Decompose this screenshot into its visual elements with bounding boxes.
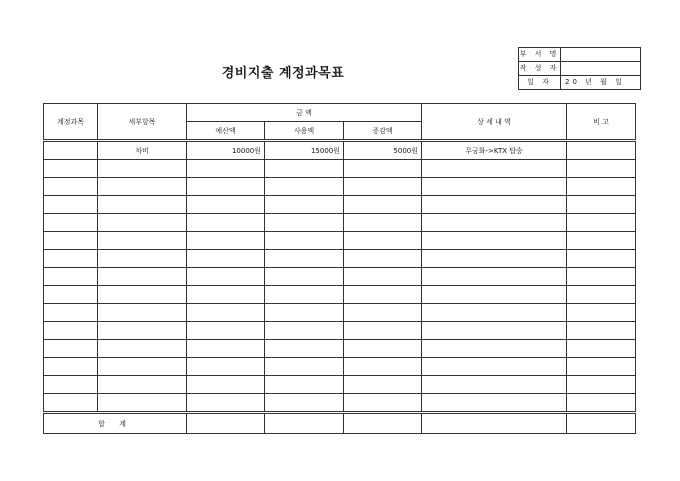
cell-item[interactable] [98, 340, 187, 358]
header-row-1 [44, 104, 636, 122]
cell-details[interactable] [422, 160, 567, 178]
cell-remarks[interactable] [567, 178, 636, 196]
cell-budget[interactable] [187, 340, 265, 358]
date-label: 일 자 [519, 76, 561, 90]
cell-account[interactable] [44, 160, 98, 178]
cell-account[interactable] [44, 394, 98, 413]
cell-details[interactable]: 무궁화->KTX 탑승 [422, 141, 567, 160]
cell-budget[interactable] [187, 214, 265, 232]
cell-diff[interactable] [344, 394, 422, 413]
cell-budget[interactable] [187, 268, 265, 286]
cell-remarks[interactable] [567, 214, 636, 232]
table-row [44, 268, 636, 286]
cell-remarks[interactable] [567, 394, 636, 413]
cell-used[interactable] [265, 178, 344, 196]
cell-used[interactable] [265, 322, 344, 340]
header-detail-item: 세부항목 [98, 104, 187, 141]
header-budget: 예산액 [187, 122, 265, 141]
cell-item[interactable] [98, 358, 187, 376]
header-diff: 증감액 [344, 122, 422, 141]
cell-diff[interactable] [344, 358, 422, 376]
cell-remarks[interactable] [567, 160, 636, 178]
cell-diff[interactable] [344, 268, 422, 286]
cell-remarks[interactable] [567, 322, 636, 340]
document-title: 경비지출 계정과목표 [221, 66, 345, 81]
cell-account[interactable] [44, 196, 98, 214]
table-row [44, 286, 636, 304]
cell-budget[interactable] [187, 322, 265, 340]
cell-item[interactable] [98, 232, 187, 250]
cell-remarks[interactable] [567, 250, 636, 268]
cell-used[interactable] [265, 394, 344, 413]
table-row [44, 358, 636, 376]
dept-value[interactable] [561, 48, 641, 62]
table-row [44, 141, 636, 160]
table-row [44, 232, 636, 250]
cell-details[interactable] [422, 376, 567, 394]
cell-remarks[interactable] [567, 358, 636, 376]
cell-account[interactable] [44, 268, 98, 286]
cell-diff[interactable] [344, 232, 422, 250]
header-amount: 금 액 [187, 104, 422, 122]
cell-used[interactable] [265, 160, 344, 178]
author-value[interactable] [561, 62, 641, 76]
dept-row [519, 48, 641, 62]
cell-used[interactable] [265, 214, 344, 232]
cell-budget[interactable] [187, 304, 265, 322]
cell-diff[interactable] [344, 322, 422, 340]
table-row [44, 214, 636, 232]
cell-diff[interactable] [344, 214, 422, 232]
cell-details[interactable] [422, 268, 567, 286]
cell-item[interactable] [98, 322, 187, 340]
table-row [44, 304, 636, 322]
cell-account[interactable] [44, 322, 98, 340]
header-remarks: 비 고 [567, 104, 636, 141]
total-details[interactable] [422, 413, 567, 434]
cell-used[interactable]: 15000원 [265, 141, 344, 160]
table-row [44, 340, 636, 358]
total-budget[interactable] [187, 413, 265, 434]
date-value[interactable]: 20 년 월 일 [561, 76, 641, 90]
cell-used[interactable] [265, 340, 344, 358]
cell-item[interactable] [98, 160, 187, 178]
cell-diff[interactable] [344, 178, 422, 196]
table-row [44, 376, 636, 394]
cell-diff[interactable] [344, 304, 422, 322]
cell-diff[interactable] [344, 340, 422, 358]
cell-details[interactable] [422, 214, 567, 232]
cell-account[interactable] [44, 340, 98, 358]
dept-label: 부 서 명 [519, 48, 561, 62]
cell-item[interactable] [98, 304, 187, 322]
cell-budget[interactable] [187, 178, 265, 196]
header-account: 계정과목 [44, 104, 98, 141]
cell-account[interactable] [44, 376, 98, 394]
cell-used[interactable] [265, 232, 344, 250]
cell-item[interactable] [98, 178, 187, 196]
cell-diff[interactable] [344, 376, 422, 394]
expense-table [43, 103, 636, 434]
table-row [44, 178, 636, 196]
cell-remarks[interactable] [567, 232, 636, 250]
cell-remarks[interactable] [567, 340, 636, 358]
total-diff[interactable] [344, 413, 422, 434]
cell-diff[interactable] [344, 286, 422, 304]
table-row [44, 322, 636, 340]
cell-details[interactable] [422, 304, 567, 322]
author-row [519, 62, 641, 76]
total-remarks[interactable] [567, 413, 636, 434]
cell-account[interactable] [44, 178, 98, 196]
cell-details[interactable] [422, 232, 567, 250]
cell-diff[interactable] [344, 196, 422, 214]
table-row [44, 160, 636, 178]
cell-remarks[interactable] [567, 304, 636, 322]
cell-budget[interactable] [187, 232, 265, 250]
cell-item[interactable] [98, 214, 187, 232]
total-used[interactable] [265, 413, 344, 434]
total-label: 합 계 [44, 413, 187, 434]
cell-budget[interactable] [187, 196, 265, 214]
cell-budget[interactable] [187, 358, 265, 376]
cell-item[interactable] [98, 394, 187, 413]
cell-used[interactable] [265, 304, 344, 322]
cell-remarks[interactable] [567, 376, 636, 394]
cell-account[interactable] [44, 250, 98, 268]
cell-diff[interactable]: 5000원 [344, 141, 422, 160]
cell-budget[interactable] [187, 394, 265, 413]
cell-details[interactable] [422, 394, 567, 413]
cell-details[interactable] [422, 358, 567, 376]
cell-details[interactable] [422, 196, 567, 214]
table-row [44, 394, 636, 413]
cell-item[interactable] [98, 286, 187, 304]
cell-details[interactable] [422, 250, 567, 268]
cell-diff[interactable] [344, 160, 422, 178]
cell-account[interactable] [44, 304, 98, 322]
cell-used[interactable] [265, 376, 344, 394]
approval-info-table [518, 47, 641, 90]
cell-remarks[interactable] [567, 141, 636, 160]
table-row [44, 250, 636, 268]
cell-account[interactable] [44, 141, 98, 160]
cell-budget[interactable] [187, 376, 265, 394]
cell-remarks[interactable] [567, 268, 636, 286]
cell-details[interactable] [422, 286, 567, 304]
cell-details[interactable] [422, 340, 567, 358]
cell-budget[interactable] [187, 286, 265, 304]
cell-used[interactable] [265, 268, 344, 286]
date-row [519, 76, 641, 90]
cell-diff[interactable] [344, 250, 422, 268]
total-row [44, 413, 636, 434]
cell-remarks[interactable] [567, 196, 636, 214]
cell-account[interactable] [44, 232, 98, 250]
cell-budget[interactable]: 10000원 [187, 141, 265, 160]
cell-item[interactable] [98, 196, 187, 214]
header-details: 상 세 내 역 [422, 104, 567, 141]
cell-used[interactable] [265, 358, 344, 376]
cell-remarks[interactable] [567, 286, 636, 304]
cell-details[interactable] [422, 178, 567, 196]
cell-account[interactable] [44, 286, 98, 304]
cell-used[interactable] [265, 196, 344, 214]
cell-used[interactable] [265, 286, 344, 304]
cell-details[interactable] [422, 322, 567, 340]
cell-account[interactable] [44, 214, 98, 232]
cell-item[interactable] [98, 376, 187, 394]
table-row [44, 196, 636, 214]
header-used: 사용액 [265, 122, 344, 141]
cell-item[interactable] [98, 268, 187, 286]
author-label: 작 성 자 [519, 62, 561, 76]
cell-account[interactable] [44, 358, 98, 376]
cell-budget[interactable] [187, 250, 265, 268]
cell-budget[interactable] [187, 160, 265, 178]
cell-item[interactable] [98, 250, 187, 268]
cell-used[interactable] [265, 250, 344, 268]
cell-item[interactable]: 차비 [98, 141, 187, 160]
